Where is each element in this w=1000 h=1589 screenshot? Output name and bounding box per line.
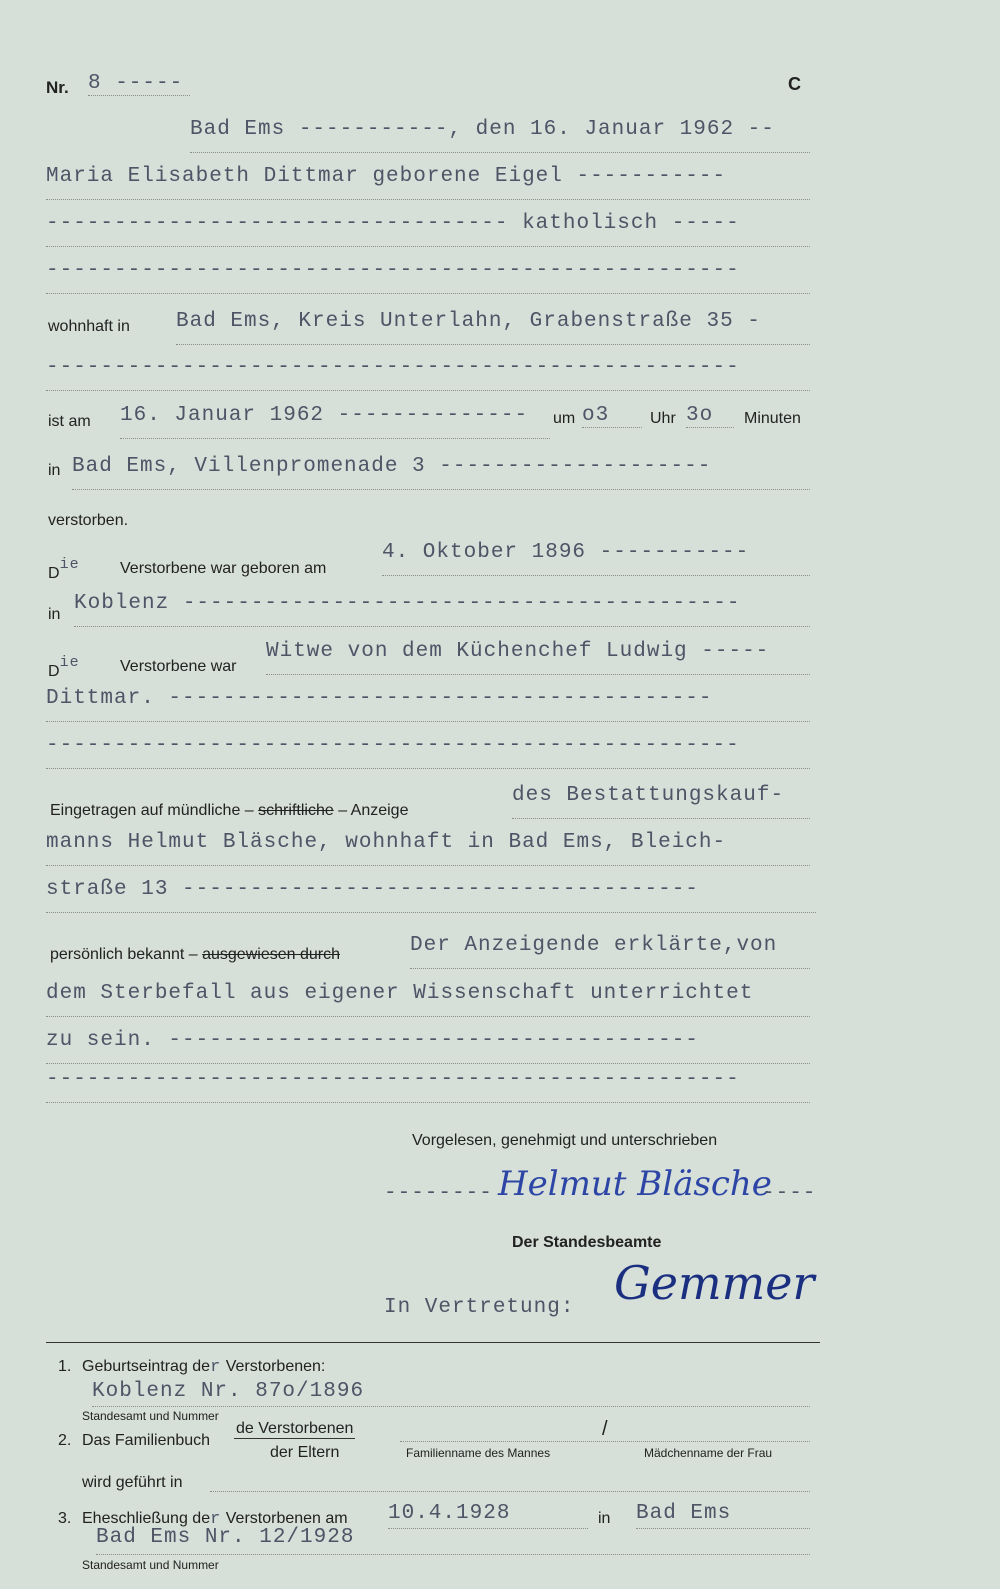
in2-label: in [48,606,61,623]
deputy-label: In Vertretung: [384,1296,575,1319]
item2-caption-man: Familienname des Mannes [406,1446,551,1460]
registrar-label: Der Standesbeamte [512,1234,662,1251]
item3-value: Bad Ems Nr. 12/1928 [96,1526,810,1555]
signature-dash-right: ---- [762,1182,817,1205]
deceased-name-line: Maria Elisabeth Dittmar geborene Eigel ----------- [46,165,810,200]
item1-label: Geburtseintrag der Verstorbenen: [82,1358,326,1377]
born-place-line: Koblenz ----------------------------------------- [74,592,810,627]
item3-place: Bad Ems [636,1502,810,1529]
um-label: um [553,410,576,427]
informant-line-2: manns Helmut Bläsche, wohnhaft in Bad Ems, Bleich- [46,831,810,866]
informant-line-3: straße 13 -------------------------------------- [46,878,816,913]
item3-in-label: in [598,1510,611,1527]
blank-line-1: --------------------------------------------------- [46,259,810,294]
status-line-2: Dittmar. ---------------------------------------- [46,687,810,722]
blank-line-2: --------------------------------------------------- [46,356,810,391]
hour-value: o3 [582,404,642,428]
known-label: persönlich bekannt – ausgewiesen durch [50,946,340,963]
born-date-line: 4. Oktober 1896 ----------- [382,541,810,576]
item2-label2: wird geführt in [82,1474,183,1491]
item3-date: 10.4.1928 [388,1502,588,1529]
status-line-1: Witwe von dem Küchenchef Ludwig ----- [266,640,810,675]
item2-number: 2. [58,1432,72,1449]
residence-line: Bad Ems, Kreis Unterlahn, Grabenstraße 35 - [176,310,810,345]
religion-line: ---------------------------------- katholisch ----- [46,212,810,247]
item2-label: Das Familienbuch [82,1432,211,1449]
informant-line-1: des Bestattungskauf- [512,784,810,819]
verstorben-label: verstorben. [48,512,129,529]
died-place-line: Bad Ems, Villenpromenade 3 -------------------- [72,455,810,490]
born-article: Die [48,556,80,582]
minutes-value: 3o [686,404,734,428]
in-label: in [48,462,61,479]
item1-value: Koblenz Nr. 87o/1896 [92,1380,810,1407]
died-label: ist am [48,413,91,430]
blank-line-4: --------------------------------------------------- [46,1068,810,1103]
item3-label: Eheschließung der Verstorbenen am [82,1510,348,1529]
statement-line-1: Der Anzeigende erklärte,von [410,934,810,969]
read-approved-label: Vorgelesen, genehmigt und unterschrieben [412,1132,718,1149]
signature-dash-left: -------- [384,1182,493,1205]
item3-number: 3. [58,1510,72,1527]
nr-label: Nr. [46,78,69,97]
status-article: Die [48,654,80,680]
nr-value: 8 ----- [88,72,190,96]
item2-location-line [210,1490,810,1492]
place-date-line: Bad Ems -----------, den 16. Januar 1962 -- [190,118,810,153]
item2-parents-option: der Eltern [270,1444,340,1461]
item1-number: 1. [58,1358,72,1375]
informant-signature: Helmut Bläsche [498,1164,772,1204]
registered-label: Eingetragen auf mündliche – schriftliche – Anzeige [50,802,409,819]
footer-divider [46,1342,820,1343]
born-label: Verstorbene war geboren am [120,560,327,577]
blank-line-3: --------------------------------------------------- [46,734,810,769]
form-letter: C [788,74,801,94]
registrar-signature: Gemmer [614,1256,815,1310]
residence-label: wohnhaft in [48,318,130,335]
item2-caption-woman: Mädchenname der Frau [644,1446,773,1460]
item2-deceased-option: de Verstorbenen [236,1420,354,1437]
minuten-label: Minuten [744,410,801,427]
died-date-line: 16. Januar 1962 -------------- [120,404,550,439]
statement-line-2: dem Sterbefall aus eigener Wissenschaft unterrichtet [46,982,810,1017]
status-label: Verstorbene war [120,658,237,675]
item2-slash: / [602,1418,608,1440]
uhr-label: Uhr [650,410,676,427]
item1-caption: Standesamt und Nummer [82,1409,219,1423]
item3-caption: Standesamt und Nummer [82,1558,219,1572]
statement-line-3: zu sein. --------------------------------------- [46,1029,810,1064]
